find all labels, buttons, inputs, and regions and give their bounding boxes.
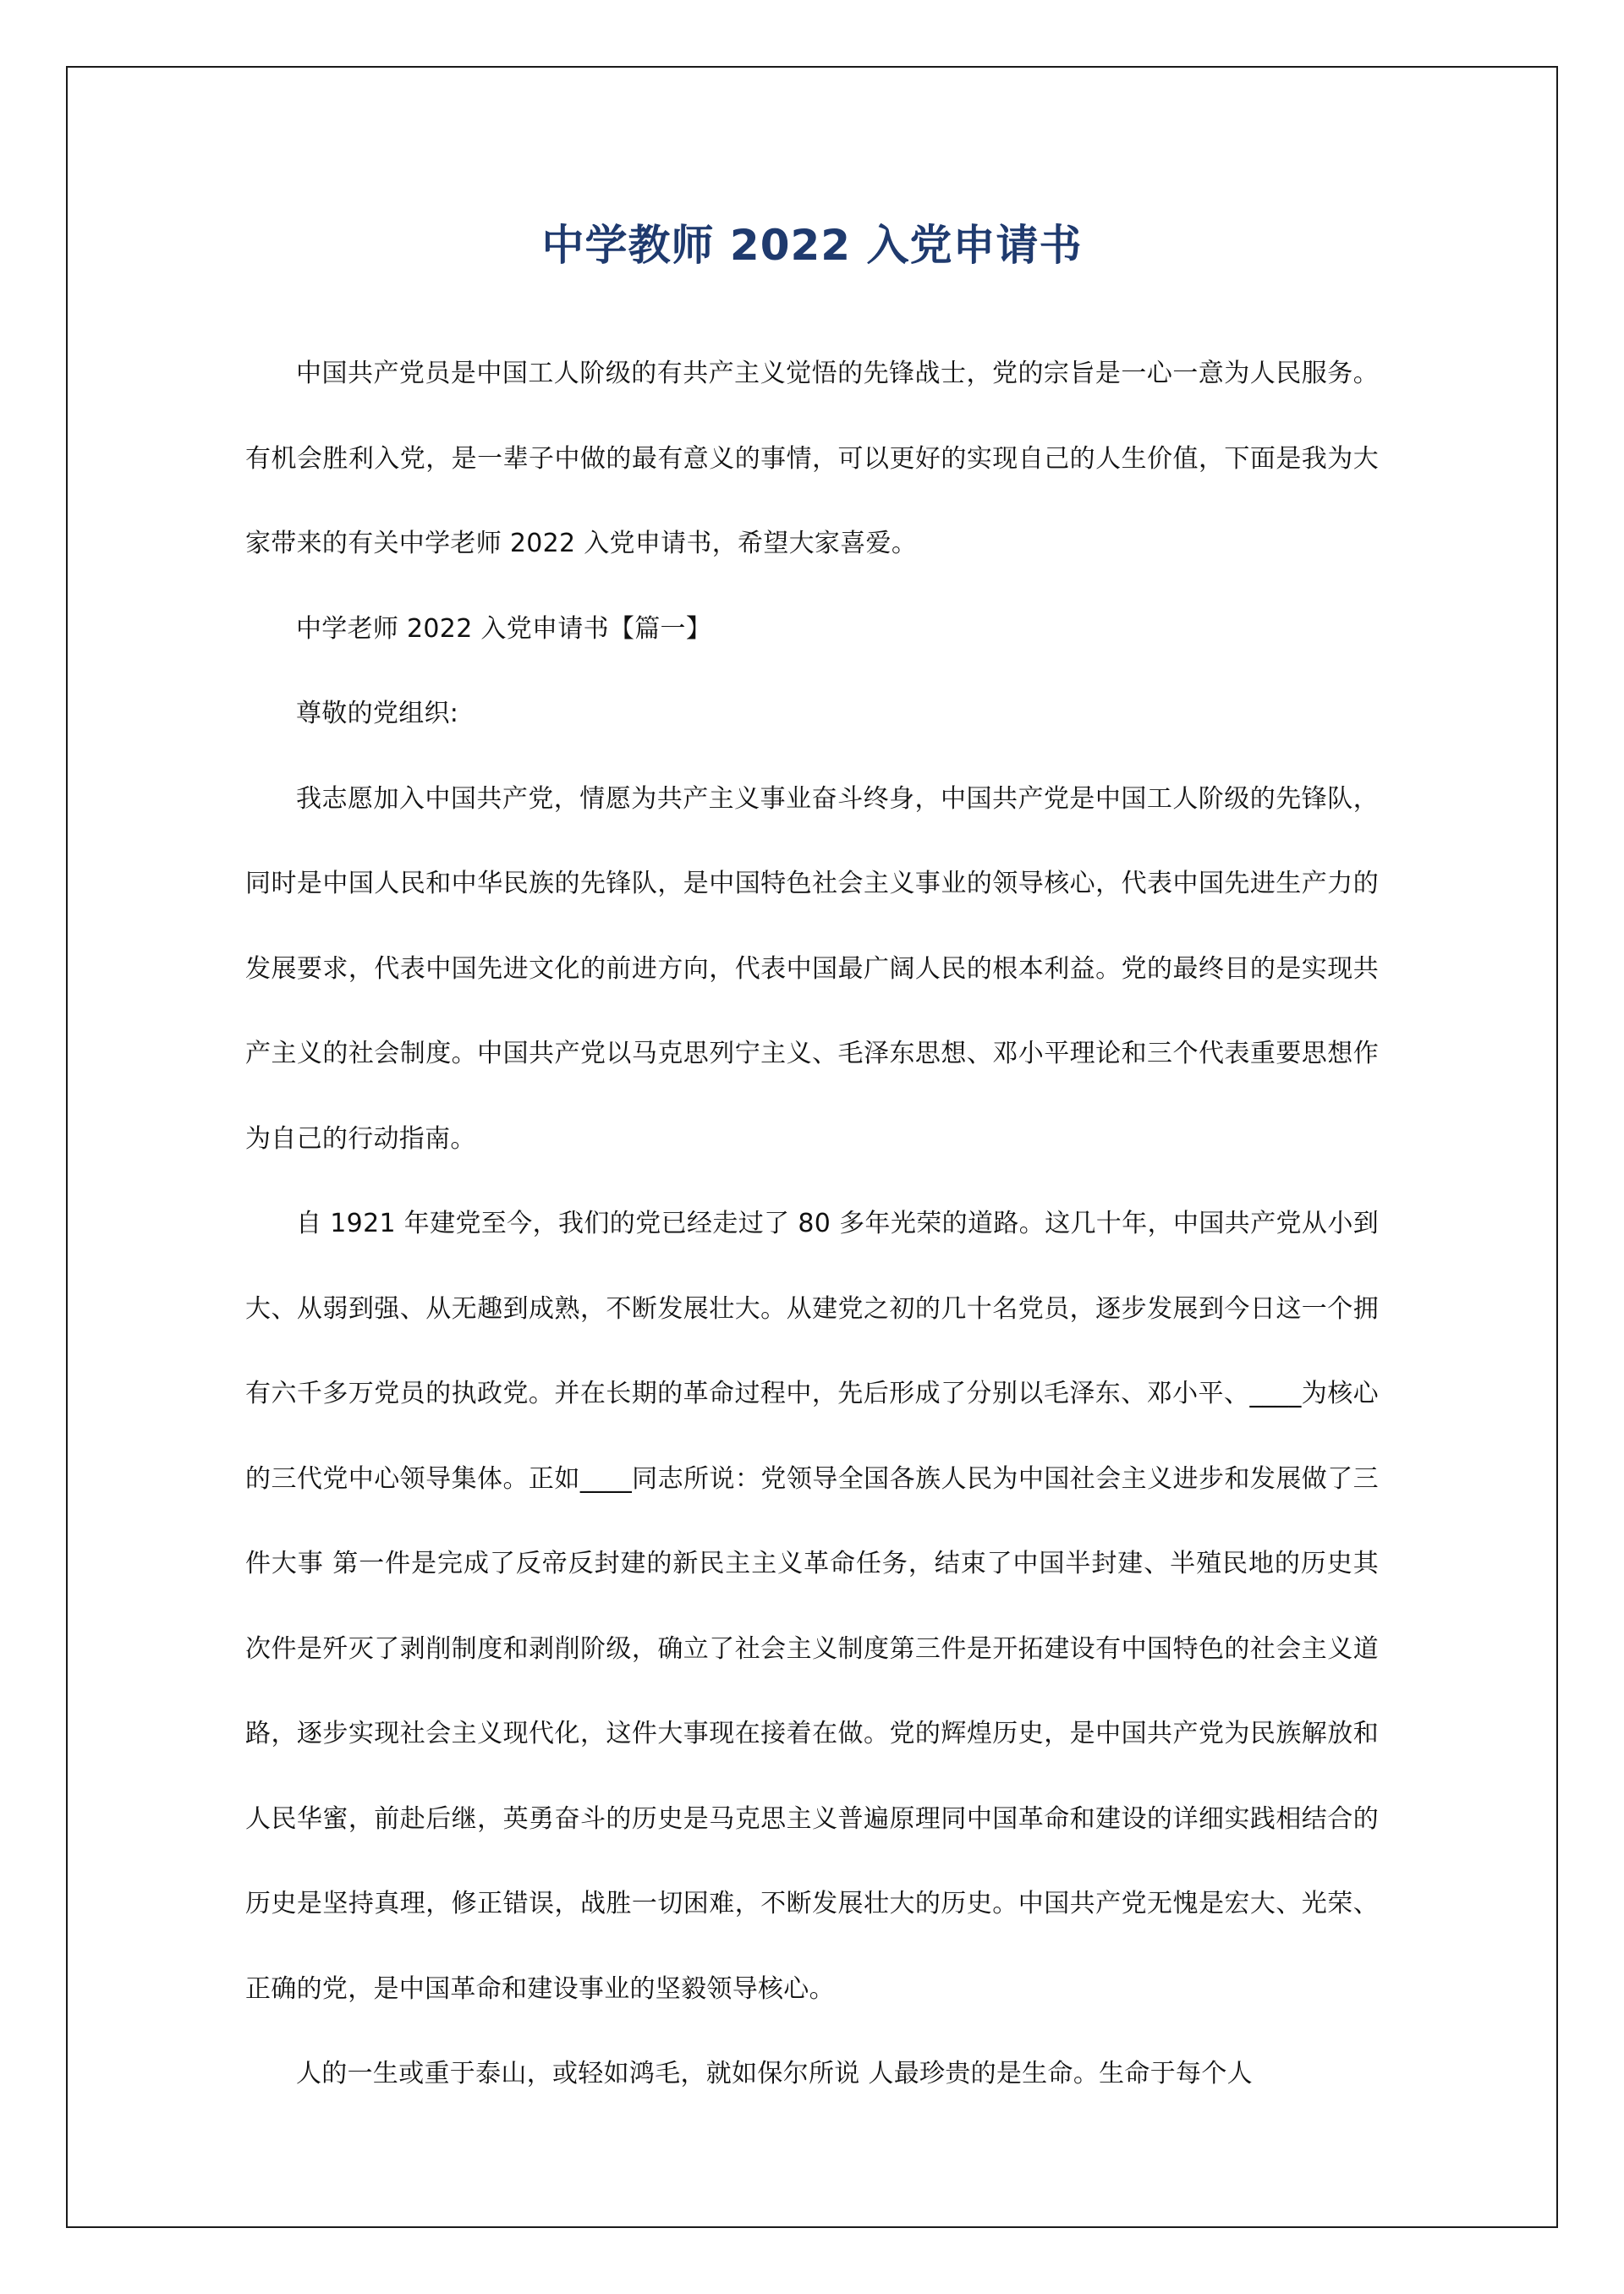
body-paragraph: 人的一生或重于泰山，或轻如鸿毛，就如保尔所说 人最珍贵的是生命。生命于每个人 — [296, 2059, 1253, 2088]
body-paragraph: 我志愿加入中国共产党，情愿为共产主义事业奋斗终身，中国共产党是中国工人阶级的先锋队，同时是中国人民和中华民族的先锋队，是中国特色社会主义事业的领导核心，代表中国先进生产力的发展要求，代表中国先进文化的前进方向，代表中国最广阔人民的根本利益。党的最终目的是实现共产主义的社会制度。中国共产党以马克思列宁主义、毛泽东思想、邓小平理论和三个代表重要思想作为自己的行动指南。 — [245, 783, 1379, 1154]
section-heading: 中学老师 2022 入党申请书【篇一】 — [296, 613, 712, 644]
intro-paragraph: 中国共产党员是中国工人阶级的有共产主义觉悟的先锋战士，党的宗旨是一心一意为人民服务。有机会胜利入党，是一辈子中做的最有意义的事情，可以更好的实现自己的人生价值，下面是我为大家带来的有关中学老师 2022 入党申请书，希望大家喜爱。 — [245, 359, 1379, 558]
body-paragraph: 自 1921 年建党至今，我们的党已经走过了 80 多年光荣的道路。这几十年，中国共产党从小到大、从弱到强、从无趣到成熟，不断发展壮大。从建党之初的几十名党员，逐步发展到今日这一个拥有六千多万党员的执政党。并在长期的革命过程中，先后形成了分别以毛泽东、邓小平、____为核心的三代党中心领导集体。正如____同志所说：党领导全国各族人民为中国社会主义进步和发展做了三件大事 第一件是完成了反帝反封建的新民主主义革命任务，结束了中国半封建、半殖民地的历史其次件是歼灭了剥削制度和剥削阶级，确立了社会主义制度第三件是开拓建设有中国特色的社会主义道路，逐步实现社会主义现代化，这件大事现在接着在做。党的辉煌历史，是中国共产党为民族解放和人民华蜜，前赴后继，英勇奋斗的历史是马克思主义普遍原理同中国革命和建设的详细实践相结合的历史是坚持真理，修正错误，战胜一切困难，不断发展壮大的历史。中国共产党无愧是宏大、光荣、正确的党，是中国革命和建设事业的坚毅领导核心。 — [245, 1209, 1379, 2004]
document-title: 中学教师 2022 入党申请书 — [541, 221, 1083, 270]
document-body — [245, 332, 1379, 2117]
salutation: 尊敬的党组织: — [296, 699, 459, 728]
